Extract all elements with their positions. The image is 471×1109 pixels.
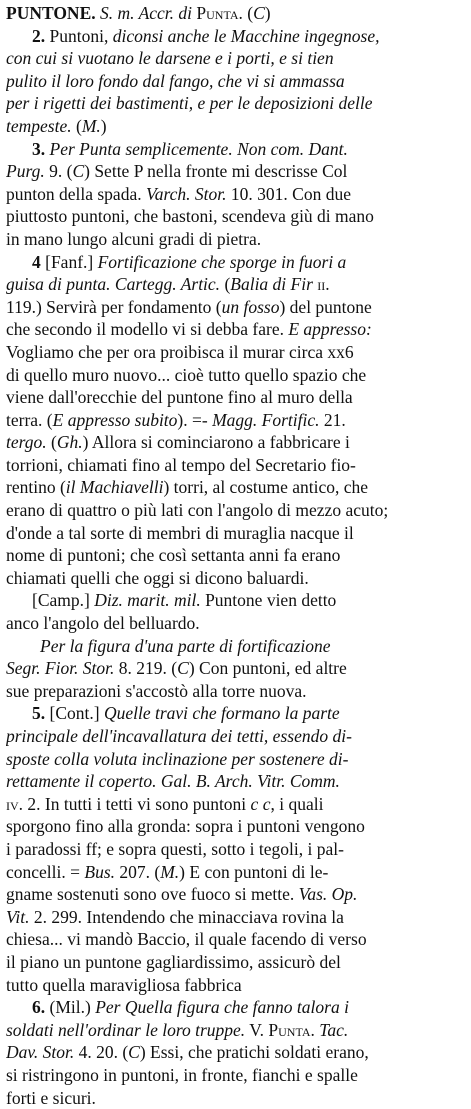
text-line: terra. (E appresso subito). =- Magg. Fortific. 21.: [6, 409, 465, 432]
text-line: rentino (il Machiavelli) torri, al costume antico, che: [6, 476, 465, 499]
text-line: i paradossi ff; e sopra questi, sotto i tegoli, i pal-: [6, 838, 465, 861]
text-line: chiesa... vi mandò Baccio, il quale facendo di verso: [6, 928, 465, 951]
text-line: 5. [Cont.] Quelle travi che formano la parte: [6, 702, 465, 725]
text-line: di quello muro nuovo... cioè tutto quello spazio che: [6, 364, 465, 387]
text-line: principale dell'incavallatura dei tetti, essendo di-: [6, 725, 465, 748]
text-line: 4 [Fanf.] Fortificazione che sporge in fuori a: [6, 251, 465, 274]
text-line: torrioni, chiamati fino al tempo del Secretario fio-: [6, 454, 465, 477]
text-line: sue preparazioni s'accostò alla torre nuova.: [6, 680, 465, 703]
text-line: tempeste. (M.): [6, 115, 465, 138]
text-line: punton della spada. Varch. Stor. 10. 301. Con due: [6, 183, 465, 206]
text-line: iv. 2. In tutti i tetti vi sono puntoni c c, i quali: [6, 793, 465, 816]
dictionary-entry-puntone: [6, 2, 465, 1109]
text-line: che secondo il modello vi si debba fare. E appresso:: [6, 318, 465, 341]
text-line: il piano un puntone gagliardissimo, assicurò del: [6, 951, 465, 974]
text-line: tergo. (Gh.) Allora si cominciarono a fabbricare i: [6, 431, 465, 454]
text-line: sporgono fino alla gronda: sopra i puntoni vengono: [6, 815, 465, 838]
text-line: Purg. 9. (C) Sette P nella fronte mi descrisse Col: [6, 160, 465, 183]
text-line: Segr. Fior. Stor. 8. 219. (C) Con puntoni, ed altre: [6, 657, 465, 680]
text-line: chiamati quelli che oggi si dicono baluardi.: [6, 567, 465, 590]
text-line: Dav. Stor. 4. 20. (C) Essi, che pratichi soldati erano,: [6, 1041, 465, 1064]
text-line: sposte colla voluta inclinazione per sostenere di-: [6, 748, 465, 771]
text-line: PUNTONE. S. m. Accr. di Punta. (C): [6, 2, 465, 25]
text-line: concelli. = Bus. 207. (M.) E con puntoni di le-: [6, 861, 465, 884]
text-line: con cui si vuotano le darsene e i porti, e si tien: [6, 47, 465, 70]
text-line: 3. Per Punta semplicemente. Non com. Dant.: [6, 138, 465, 161]
text-line: erano di quattro o più lati con l'angolo di mezzo acuto;: [6, 499, 465, 522]
text-line: per i rigetti dei bastimenti, e per le deposizioni delle: [6, 92, 465, 115]
text-line: guisa di punta. Cartegg. Artic. (Balia di Fir ii.: [6, 273, 465, 296]
text-line: Vogliamo che per ora proibisca il murar circa xx6: [6, 341, 465, 364]
text-line: gname sostenuti sono ove fuoco si mette. Vas. Op.: [6, 883, 465, 906]
text-line: forti e sicuri.: [6, 1087, 465, 1109]
text-line: si ristringono in puntoni, in fronte, fianchi e spalle: [6, 1064, 465, 1087]
text-line: 6. (Mil.) Per Quella figura che fanno talora i: [6, 996, 465, 1019]
text-line: pulito il loro fondo dal fango, che vi si ammassa: [6, 70, 465, 93]
text-line: tutto quella maravigliosa fabbrica: [6, 974, 465, 997]
text-line: Per la figura d'una parte di fortificazione: [6, 635, 465, 658]
text-line: [Camp.] Diz. marit. mil. Puntone vien detto: [6, 589, 465, 612]
text-line: nome di puntoni; che così settanta anni fa erano: [6, 544, 465, 567]
text-line: anco l'angolo del belluardo.: [6, 612, 465, 635]
text-line: soldati nell'ordinar le loro truppe. V. Punta. Tac.: [6, 1019, 465, 1042]
text-line: d'onde a tal sorte di membri di muraglia nacque il: [6, 522, 465, 545]
text-line: Vit. 2. 299. Intendendo che minacciava rovina la: [6, 906, 465, 929]
text-line: rettamente il coperto. Gal. B. Arch. Vitr. Comm.: [6, 770, 465, 793]
text-line: piuttosto puntoni, che bastoni, scendeva giù di mano: [6, 205, 465, 228]
text-line: viene dall'orecchie del puntone fino al muro della: [6, 386, 465, 409]
text-line: 2. Puntoni, diconsi anche le Macchine ingegnose,: [6, 25, 465, 48]
text-line: in mano lungo alcuni gradi di pietra.: [6, 228, 465, 251]
text-line: 119.) Servirà per fondamento (un fosso) del puntone: [6, 296, 465, 319]
